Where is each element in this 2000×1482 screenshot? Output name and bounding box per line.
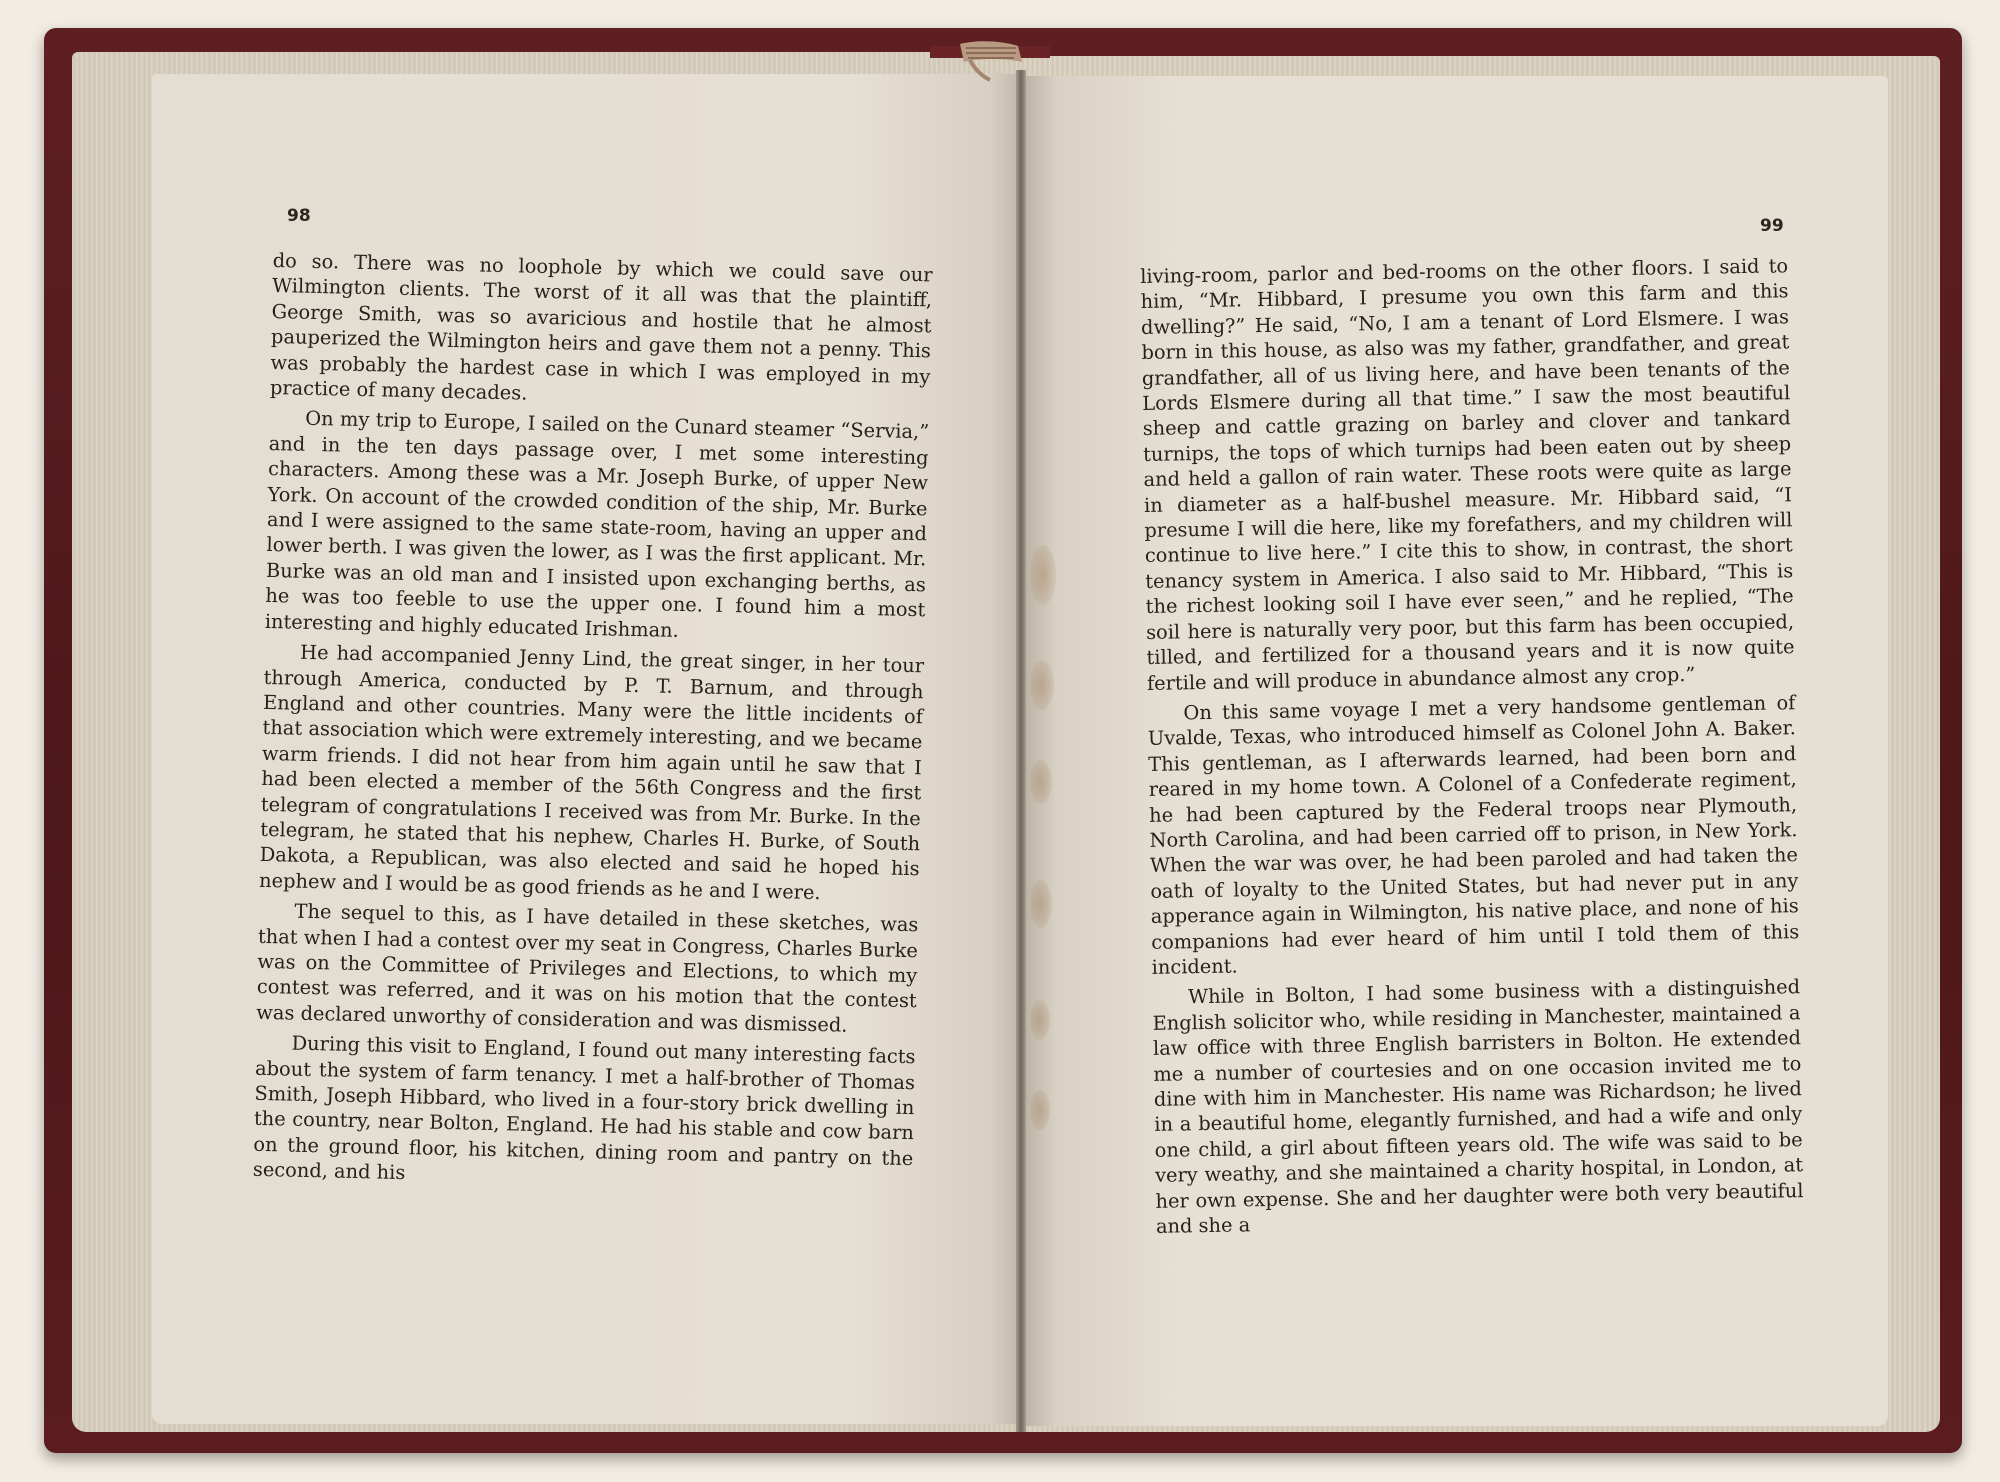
- paragraph: do so. There was no loophole by which we could save our Wilmington clients. The worst of it all was that the plaintiff, George Smith, was so avaricious and hostile that he almost pauperized the Wilmington heirs and gave them not a penny. This was probably the hardest case in which I was employed in my practice of many decades.: [269, 248, 933, 405]
- right-page-text: [1140, 253, 1804, 1244]
- page-stain: [1030, 660, 1054, 710]
- page-stain: [1030, 1090, 1050, 1130]
- headband-ribbon-icon: [930, 36, 1050, 82]
- paragraph: The sequel to this, as I have detailed in these sketches, was that when I had a contest over my seat in Congress, Charles Burke was on the Committee of Privileges and Elections, to which my contest was referred, and it was on his motion that the contest was declared unworthy of consideration and was dismissed.: [256, 899, 919, 1037]
- left-page-number: 98: [287, 206, 311, 226]
- paragraph: While in Bolton, I had some business with a distinguished English solicitor who, while residing in Manchester, maintained a law office with three English barristers in Bolton. He extended me a number of courtesies and on one occasion invited me to dine with him in Manchester. His name was Richardson; he lived in a beautiful home, elegantly furnished, and had a wife and only one child, a girl about fifteen years old. The wife was said to be very weathy, and she maintained a charity hospital, in London, at her own expense. She and her daughter were both very beautiful and she a: [1152, 975, 1804, 1238]
- paragraph: On my trip to Europe, I sailed on the Cunard steamer “Servia,” and in the ten days passage over, I met some interesting characters. Among these was a Mr. Joseph Burke, of upper New York. On account of the crowded condition of the ship, Mr. Burke and I were assigned to the same state-room, having an upper and lower berth. I was given the lower, as I was the first applicant. Mr. Burke was an old man and I insisted upon exchanging berths, as he was too feeble to use the upper one. I found him a most interesting and highly educated Irishman.: [264, 407, 930, 642]
- page-stain: [1030, 760, 1052, 804]
- page-stain: [1030, 545, 1056, 605]
- paragraph: living-room, parlor and bed-rooms on the other floors. I said to him, “Mr. Hibbard, I presume you own this farm and this dwelling?” He said, “No, I am a tenant of Lord Elsmere. I was born in this house, as also was my father, grandfather, and great grandfather, all of us living here, and have been tenants of the Lords Elsmere during all that time.” I saw the most beautiful sheep and cattle grazing on barley and clover and tankard turnips, the tops of which turnips had been eaten out by sheep and held a gallon of rain water. These roots were quite as large in diameter as a half-bushel measure. Mr. Hibbard said, “I presume I will die here, like my forefathers, and my children will continue to live here.” I cite this to show, in contrast, the short tenancy system in America. I also said to Mr. Hibbard, “This is the richest looking soil I have ever seen,” and he replied, “The soil here is naturally very poor, but this farm has been occupied, tilled, and fertilized for a thousand years and it is now quite fertile and will produce in abundance almost any crop.”: [1140, 254, 1795, 695]
- page-stain: [1030, 1000, 1050, 1040]
- book-gutter: [1016, 70, 1026, 1432]
- left-page-text: [253, 248, 933, 1202]
- page-stain: [1030, 880, 1052, 928]
- right-page-number: 99: [1760, 216, 1784, 236]
- paragraph: He had accompanied Jenny Lind, the great singer, in her tour through America, conducted by P. T. Barnum, and through England and other countries. Many were the little incidents of that association which were extremely interesting, and we became warm friends. I did not hear from him again until he saw that I had been elected a member of the 56th Congress and the first telegram of congratulations I received was from Mr. Burke. In the telegram, he stated that his nephew, Charles H. Burke, of South Dakota, a Republican, was also elected and said he hoped his nephew and I would be as good friends as he and I were.: [258, 640, 925, 904]
- paragraph: On this same voyage I met a very handsome gentleman of Uvalde, Texas, who introduced himself as Colonel John A. Baker. This gentleman, as I afterwards learned, had been born and reared in my home town. A Colonel of a Confederate regiment, he had been captured by the Federal troops near Plymouth, North Carolina, and had been carried off to prison, in New York. When the war was over, he had been paroled and had taken the oath of loyalty to the United States, but had never put in any apperance again in Wilmington, his native place, and none of his companions had ever heard of him until I told them of this incident.: [1147, 691, 1800, 979]
- paragraph: During this visit to England, I found out many interesting facts about the system of farm tenancy. I met a half-brother of Thomas Smith, Joseph Hibbard, who lived in a four-story brick dwelling in the country, near Bolton, England. He had his stable and cow barn on the ground floor, his kitchen, dining room and pantry on the second, and his: [252, 1031, 916, 1185]
